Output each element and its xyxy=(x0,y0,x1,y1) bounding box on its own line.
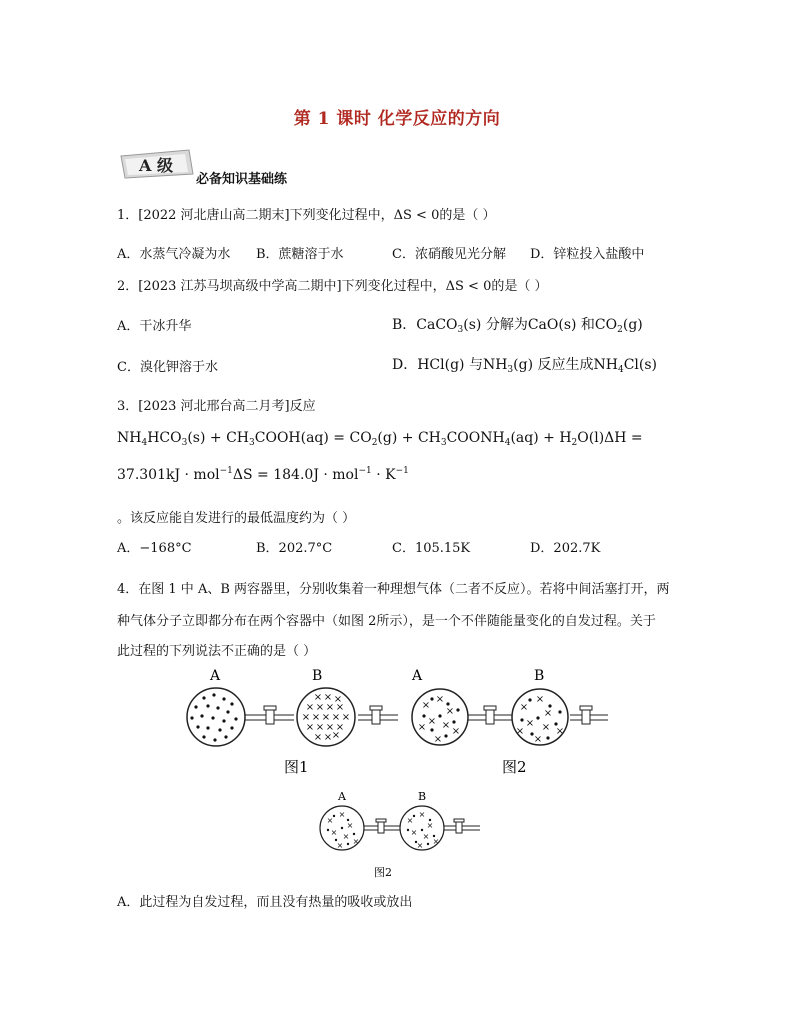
q3-equation-cont: $37.301kJ \cdot mol^{-1}\Delta S = 184.0J \cdot mol^{-1} \cdot K^{-1}$ xyxy=(117,466,409,483)
svg-text:×: × xyxy=(331,712,341,723)
svg-text:×: × xyxy=(352,837,360,846)
svg-text:×: × xyxy=(435,694,445,705)
svg-text:×: × xyxy=(417,722,427,733)
fig2b-caption: 图2 xyxy=(374,866,392,879)
svg-text:×: × xyxy=(323,692,333,703)
svg-text:×: × xyxy=(325,702,335,713)
q3-option-c: C．105.15K xyxy=(392,541,471,556)
q1-stem: 1．[2022 河北唐山高二期末]下列变化过程中，ΔS < 0的是（ ） xyxy=(117,208,496,223)
svg-text:×: × xyxy=(335,702,345,713)
q4-line2: 种气体分子立即都分布在两个容器中（如图 2所示），是一个不伴随能量变化的自发过程。关于 xyxy=(117,614,656,629)
q2-option-b: B．CaCO$_3$(s) 分解为CaO(s) 和$CO_2(g)$ xyxy=(392,317,643,335)
svg-text:×: × xyxy=(305,722,315,733)
fig1-label-a: A xyxy=(210,668,221,684)
svg-text:×: × xyxy=(533,734,543,745)
q3-option-a: A．−168°C xyxy=(117,541,192,556)
svg-text:×: × xyxy=(313,692,323,703)
svg-text:×: × xyxy=(451,726,461,737)
svg-text:×: × xyxy=(445,706,455,717)
svg-text:×: × xyxy=(515,726,525,737)
svg-text:×: × xyxy=(421,700,431,711)
svg-text:×: × xyxy=(311,712,321,723)
svg-text:×: × xyxy=(432,837,440,846)
svg-text:×: × xyxy=(418,810,426,819)
svg-text:×: × xyxy=(555,726,565,737)
svg-text:×: × xyxy=(422,832,430,841)
fig2-label-a: A xyxy=(412,668,423,684)
svg-text:×: × xyxy=(410,828,418,837)
svg-text:×: × xyxy=(543,708,553,719)
fig2b-label-b: B xyxy=(418,790,427,803)
fig2-caption: 图2 xyxy=(502,758,527,776)
svg-text:×: × xyxy=(426,821,434,830)
q2-option-d: D．HCl(g) 与$NH_3(g)$ 反应生成$NH_4Cl(s)$ xyxy=(392,357,657,375)
svg-text:×: × xyxy=(433,734,443,745)
q1-option-c: C．浓硝酸见光分解 xyxy=(392,247,506,262)
svg-text:×: × xyxy=(315,722,325,733)
svg-text:×: × xyxy=(321,712,331,723)
fig1-caption: 图1 xyxy=(284,758,309,776)
svg-text:×: × xyxy=(333,694,343,705)
q4-line3: 此过程的下列说法不正确的是（ ） xyxy=(117,644,317,659)
q2-option-a: A．干冰升华 xyxy=(117,319,192,334)
svg-text:×: × xyxy=(313,732,323,743)
svg-text:×: × xyxy=(406,816,414,825)
svg-text:×: × xyxy=(346,821,354,830)
svg-text:×: × xyxy=(541,722,551,733)
q3-stem: 3．[2023 河北邢台高二月考]反应 xyxy=(117,399,316,414)
svg-text:×: × xyxy=(315,702,325,713)
fig1-flask-a xyxy=(187,688,245,746)
q2-option-c: C．溴化钾溶于水 xyxy=(117,360,218,375)
svg-text:×: × xyxy=(342,832,350,841)
svg-text:×: × xyxy=(519,702,529,713)
svg-text:×: × xyxy=(416,841,424,850)
q4-option-a: A．此过程为自发过程，而且没有热量的吸收或放出 xyxy=(117,895,413,910)
svg-text:×: × xyxy=(326,816,334,825)
svg-text:×: × xyxy=(427,716,437,727)
svg-text:×: × xyxy=(325,722,335,733)
svg-text:×: × xyxy=(323,732,333,743)
q3-tail: 。该反应能自发进行的最低温度约为（ ） xyxy=(117,511,356,526)
fig2b-label-a: A xyxy=(338,790,346,803)
svg-text:×: × xyxy=(331,730,341,741)
q1-option-a: A．水蒸气冷凝为水 xyxy=(117,247,231,262)
figure-2 xyxy=(410,664,610,784)
level-badge xyxy=(117,146,197,180)
q3-option-b: B．202.7°C xyxy=(256,541,333,556)
svg-text:×: × xyxy=(330,828,338,837)
svg-text:×: × xyxy=(441,720,451,731)
q4-line1: 4．在图 1 中 A、B 两容器里，分别收集着一种理想气体（二者不反应）。若将中间活塞打开，两 xyxy=(117,582,670,597)
q3-equation: $NH_4HCO_3(s)$ + $CH_3COOH(aq) = CO_2(g)$ + $CH_3COONH_4(aq) + H_2O(l)\Delta H$ = xyxy=(117,430,643,448)
fig1-label-b: B xyxy=(312,668,323,684)
q3-option-d: D．202.7K xyxy=(530,541,601,556)
q1-option-d: D．锌粒投入盐酸中 xyxy=(530,247,645,262)
q2-stem: 2．[2023 江苏马坝高级中学高二期中]下列变化过程中，ΔS < 0的是（ ） xyxy=(117,279,548,294)
svg-text:×: × xyxy=(335,722,345,733)
svg-text:×: × xyxy=(301,712,311,723)
fig2-label-b: B xyxy=(534,668,545,684)
level-badge-text: A 级 xyxy=(139,156,173,175)
svg-text:×: × xyxy=(336,841,344,850)
figure-2-small xyxy=(316,788,486,882)
section-heading: 必备知识基础练 xyxy=(196,172,288,187)
svg-text:×: × xyxy=(338,810,346,819)
svg-text:×: × xyxy=(525,718,535,729)
q1-option-b: B．蔗糖溶于水 xyxy=(256,247,344,262)
svg-text:×: × xyxy=(535,694,545,705)
figure-1 xyxy=(180,664,400,784)
svg-text:×: × xyxy=(305,702,315,713)
svg-text:×: × xyxy=(341,712,351,723)
page-title: 第 1 课时 化学反应的方向 xyxy=(293,109,501,129)
